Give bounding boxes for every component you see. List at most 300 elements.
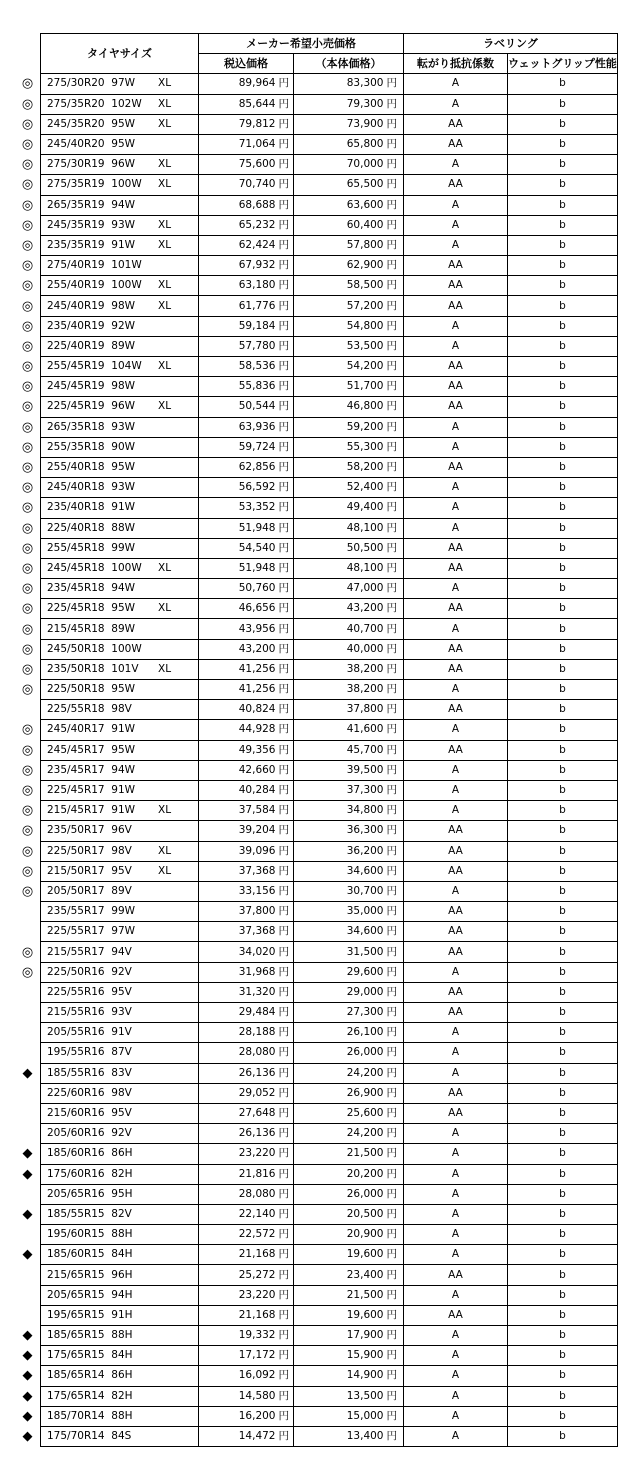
xl-flag: XL (158, 235, 199, 255)
price-tax-cell (199, 1285, 294, 1305)
xl-flag (158, 1265, 199, 1285)
table-row (15, 700, 617, 720)
price-tax-cell (199, 700, 294, 720)
header-price-tax: 税込価格 (199, 54, 294, 74)
tire-size-cell (41, 1063, 159, 1083)
rolling-resistance-grade: AA (404, 397, 508, 417)
price-base: 45,700 (346, 743, 384, 756)
marker-symbol: ◎ (21, 419, 34, 435)
xl-flag (158, 1184, 199, 1204)
rolling-resistance-grade: A (404, 478, 508, 498)
table-row (15, 296, 617, 316)
price-base-cell (294, 1326, 404, 1346)
table-row (15, 1386, 617, 1406)
rolling-resistance-grade: AA (404, 861, 508, 881)
yen-unit: 円 (386, 299, 397, 312)
tire-size: 225/55R16 (47, 985, 105, 998)
table-row (15, 801, 617, 821)
yen-unit: 円 (278, 1086, 289, 1099)
wet-grip-grade: b (508, 417, 618, 437)
wet-grip-grade: b (508, 579, 618, 599)
table-row (15, 1144, 617, 1164)
price-base-cell (294, 599, 404, 619)
marker-symbol: ◎ (21, 96, 34, 112)
price-base: 26,000 (346, 1187, 384, 1200)
price-base: 59,200 (346, 420, 384, 433)
price-tax: 51,948 (238, 561, 276, 574)
yen-unit: 円 (278, 985, 289, 998)
price-tax: 71,064 (238, 138, 276, 151)
rolling-resistance-grade: AA (404, 457, 508, 477)
tire-size-cell (41, 680, 159, 700)
xl-flag: XL (158, 175, 199, 195)
tire-size: 255/40R19 (47, 279, 105, 292)
load-speed-index: 94W (111, 198, 136, 211)
price-tax: 75,600 (238, 158, 276, 171)
wet-grip-grade: b (508, 397, 618, 417)
yen-unit: 円 (386, 1026, 397, 1039)
price-base: 49,400 (346, 501, 384, 514)
price-base-cell (294, 680, 404, 700)
tire-size-cell (41, 74, 159, 94)
marker-symbol: ◎ (21, 601, 34, 617)
rolling-resistance-grade: AA (404, 1305, 508, 1325)
price-base: 34,600 (346, 925, 384, 938)
wet-grip-grade: b (508, 1346, 618, 1366)
marker-symbol (15, 922, 41, 942)
rolling-resistance-grade: AA (404, 922, 508, 942)
yen-unit: 円 (278, 360, 289, 373)
marker-symbol: ◎ (21, 197, 34, 213)
price-tax-cell (199, 457, 294, 477)
price-tax: 21,816 (238, 1167, 276, 1180)
yen-unit: 円 (278, 319, 289, 332)
tire-size-cell (41, 1023, 159, 1043)
price-tax-cell (199, 417, 294, 437)
table-row (15, 1023, 617, 1043)
yen-unit: 円 (386, 602, 397, 615)
yen-unit: 円 (386, 1187, 397, 1200)
header-labeling: ラベリング (404, 34, 618, 54)
table-row (15, 1124, 617, 1144)
load-speed-index: 98V (111, 1086, 132, 1099)
rolling-resistance-grade: AA (404, 1003, 508, 1023)
tire-size: 205/65R16 (47, 1187, 105, 1200)
wet-grip-grade: b (508, 740, 618, 760)
rolling-resistance-grade: AA (404, 276, 508, 296)
wet-grip-grade: b (508, 720, 618, 740)
price-tax-cell (199, 1184, 294, 1204)
tire-size: 255/40R18 (47, 461, 105, 474)
price-base-cell (294, 94, 404, 114)
price-base-cell (294, 437, 404, 457)
yen-unit: 円 (386, 501, 397, 514)
price-tax: 65,232 (238, 218, 276, 231)
xl-flag (158, 1164, 199, 1184)
yen-unit: 円 (278, 117, 289, 130)
load-speed-index: 95W (111, 117, 136, 130)
wet-grip-grade: b (508, 134, 618, 154)
price-tax-cell (199, 336, 294, 356)
tire-size: 245/35R20 (47, 117, 105, 130)
marker-symbol: ◆ (22, 1247, 33, 1263)
table-row (15, 902, 617, 922)
yen-unit: 円 (386, 541, 397, 554)
tire-size: 235/40R18 (47, 501, 105, 514)
price-base-cell (294, 336, 404, 356)
tire-price-table (15, 33, 618, 1447)
price-tax: 33,156 (238, 884, 276, 897)
price-tax: 25,272 (238, 1268, 276, 1281)
tire-size: 225/50R17 (47, 844, 105, 857)
wet-grip-grade: b (508, 1043, 618, 1063)
wet-grip-grade: b (508, 195, 618, 215)
load-speed-index: 86H (111, 1147, 133, 1160)
wet-grip-grade: b (508, 74, 618, 94)
rolling-resistance-grade: AA (404, 821, 508, 841)
price-base-cell (294, 155, 404, 175)
wet-grip-grade: b (508, 498, 618, 518)
yen-unit: 円 (278, 138, 289, 151)
table-row (15, 659, 617, 679)
yen-unit: 円 (386, 1430, 397, 1443)
load-speed-index: 99W (111, 541, 136, 554)
load-speed-index: 91W (111, 784, 136, 797)
marker-symbol: ◆ (22, 1166, 33, 1182)
yen-unit: 円 (278, 1066, 289, 1079)
price-tax-cell (199, 498, 294, 518)
rolling-resistance-grade: A (404, 1043, 508, 1063)
price-tax: 28,188 (238, 1026, 276, 1039)
table-row (15, 377, 617, 397)
yen-unit: 円 (278, 77, 289, 90)
marker-symbol (15, 1103, 41, 1123)
yen-unit: 円 (386, 905, 397, 918)
price-base-cell (294, 881, 404, 901)
load-speed-index: 102W (111, 97, 142, 110)
rolling-resistance-grade: A (404, 1225, 508, 1245)
tire-size-cell (41, 881, 159, 901)
tire-size-cell (41, 1305, 159, 1325)
price-base-cell (294, 1204, 404, 1224)
tire-size-cell (41, 962, 159, 982)
xl-flag (158, 437, 199, 457)
tire-size-cell (41, 619, 159, 639)
yen-unit: 円 (278, 844, 289, 857)
yen-unit: 円 (278, 804, 289, 817)
wet-grip-grade: b (508, 801, 618, 821)
rolling-resistance-grade: AA (404, 942, 508, 962)
table-row (15, 619, 617, 639)
price-base-cell (294, 861, 404, 881)
load-speed-index: 97W (111, 925, 136, 938)
xl-flag (158, 134, 199, 154)
table-row (15, 922, 617, 942)
price-tax-cell (199, 538, 294, 558)
table-row (15, 861, 617, 881)
price-base: 13,500 (346, 1389, 384, 1402)
marker-symbol (15, 1003, 41, 1023)
price-tax: 57,780 (238, 339, 276, 352)
xl-flag: XL (158, 94, 199, 114)
yen-unit: 円 (278, 1248, 289, 1261)
tire-size-cell (41, 841, 159, 861)
yen-unit: 円 (386, 1046, 397, 1059)
xl-flag (158, 922, 199, 942)
yen-unit: 円 (278, 1207, 289, 1220)
yen-unit: 円 (278, 1308, 289, 1321)
load-speed-index: 86H (111, 1369, 133, 1382)
header-price-base: （本体価格） (294, 54, 404, 74)
yen-unit: 円 (386, 218, 397, 231)
rolling-resistance-grade: AA (404, 599, 508, 619)
price-tax-cell (199, 982, 294, 1002)
wet-grip-grade: b (508, 982, 618, 1002)
load-speed-index: 90W (111, 440, 136, 453)
rolling-resistance-grade: A (404, 1184, 508, 1204)
marker-symbol (15, 700, 41, 720)
load-speed-index: 100W (111, 642, 142, 655)
price-tax-cell (199, 276, 294, 296)
yen-unit: 円 (386, 1066, 397, 1079)
price-base-cell (294, 821, 404, 841)
rolling-resistance-grade: AA (404, 1265, 508, 1285)
yen-unit: 円 (278, 1228, 289, 1241)
tire-size-cell (41, 700, 159, 720)
tire-size-cell (41, 760, 159, 780)
rolling-resistance-grade: A (404, 680, 508, 700)
load-speed-index: 91V (111, 1026, 132, 1039)
price-tax: 43,956 (238, 622, 276, 635)
rolling-resistance-grade: A (404, 74, 508, 94)
tire-size-cell (41, 1124, 159, 1144)
wet-grip-grade: b (508, 478, 618, 498)
wet-grip-grade: b (508, 1225, 618, 1245)
yen-unit: 円 (386, 763, 397, 776)
wet-grip-grade: b (508, 175, 618, 195)
rolling-resistance-grade: A (404, 1406, 508, 1426)
table-row (15, 397, 617, 417)
price-tax: 46,656 (238, 602, 276, 615)
price-tax: 31,320 (238, 985, 276, 998)
wet-grip-grade: b (508, 1386, 618, 1406)
price-tax: 37,584 (238, 804, 276, 817)
tire-size: 205/65R15 (47, 1288, 105, 1301)
wet-grip-grade: b (508, 1245, 618, 1265)
yen-unit: 円 (278, 400, 289, 413)
price-base-cell (294, 740, 404, 760)
yen-unit: 円 (278, 1268, 289, 1281)
price-tax-cell (199, 881, 294, 901)
price-tax: 29,052 (238, 1086, 276, 1099)
table-row (15, 417, 617, 437)
load-speed-index: 100W (111, 178, 142, 191)
tire-size-cell (41, 1386, 159, 1406)
tire-size-cell (41, 397, 159, 417)
tire-size: 225/40R18 (47, 521, 105, 534)
marker-symbol: ◎ (21, 318, 34, 334)
tire-size-cell (41, 558, 159, 578)
table-row (15, 599, 617, 619)
wet-grip-grade: b (508, 155, 618, 175)
marker-symbol: ◎ (21, 157, 34, 173)
table-row (15, 1043, 617, 1063)
price-tax: 37,800 (238, 905, 276, 918)
tire-size: 195/60R15 (47, 1228, 105, 1241)
rolling-resistance-grade: A (404, 1346, 508, 1366)
yen-unit: 円 (386, 1308, 397, 1321)
marker-symbol: ◎ (21, 641, 34, 657)
xl-flag (158, 538, 199, 558)
price-base: 37,800 (346, 703, 384, 716)
price-tax: 53,352 (238, 501, 276, 514)
price-base-cell (294, 1225, 404, 1245)
price-base: 24,200 (346, 1066, 384, 1079)
price-tax-cell (199, 114, 294, 134)
yen-unit: 円 (278, 905, 289, 918)
marker-symbol: ◎ (21, 359, 34, 375)
tire-size: 215/55R17 (47, 945, 105, 958)
price-tax-cell (199, 599, 294, 619)
tire-size-cell (41, 942, 159, 962)
price-tax: 56,592 (238, 481, 276, 494)
load-speed-index: 91H (111, 1308, 133, 1321)
table-row (15, 478, 617, 498)
price-base: 54,200 (346, 360, 384, 373)
yen-unit: 円 (386, 884, 397, 897)
tire-size-cell (41, 195, 159, 215)
yen-unit: 円 (278, 1147, 289, 1160)
load-speed-index: 88H (111, 1329, 133, 1342)
tire-size-cell (41, 1103, 159, 1123)
wet-grip-grade: b (508, 639, 618, 659)
tire-size-cell (41, 902, 159, 922)
price-base-cell (294, 1003, 404, 1023)
xl-flag (158, 316, 199, 336)
tire-size-cell (41, 1426, 159, 1446)
price-tax-cell (199, 720, 294, 740)
wet-grip-grade: b (508, 296, 618, 316)
xl-flag (158, 518, 199, 538)
marker-symbol: ◎ (21, 278, 34, 294)
price-base-cell (294, 902, 404, 922)
tire-size: 245/40R19 (47, 299, 105, 312)
yen-unit: 円 (278, 1288, 289, 1301)
xl-flag: XL (158, 296, 199, 316)
tire-size: 265/35R19 (47, 198, 105, 211)
yen-unit: 円 (278, 299, 289, 312)
price-tax-cell (199, 1103, 294, 1123)
price-tax-cell (199, 74, 294, 94)
price-base-cell (294, 1386, 404, 1406)
yen-unit: 円 (386, 117, 397, 130)
table-row (15, 639, 617, 659)
xl-flag (158, 821, 199, 841)
load-speed-index: 82H (111, 1167, 133, 1180)
header-size: タイヤサイズ (41, 34, 199, 74)
price-base-cell (294, 801, 404, 821)
xl-flag (158, 1083, 199, 1103)
price-tax-cell (199, 296, 294, 316)
yen-unit: 円 (386, 561, 397, 574)
tire-size-cell (41, 478, 159, 498)
marker-symbol: ◎ (21, 762, 34, 778)
tire-size-cell (41, 114, 159, 134)
rolling-resistance-grade: AA (404, 175, 508, 195)
price-tax-cell (199, 397, 294, 417)
xl-flag (158, 1144, 199, 1164)
xl-flag (158, 579, 199, 599)
price-base: 35,000 (346, 905, 384, 918)
yen-unit: 円 (278, 420, 289, 433)
table-row (15, 558, 617, 578)
tire-size: 235/45R17 (47, 763, 105, 776)
price-tax: 39,204 (238, 824, 276, 837)
wet-grip-grade: b (508, 700, 618, 720)
xl-flag: XL (158, 114, 199, 134)
marker-symbol: ◆ (22, 1348, 33, 1364)
table-row (15, 821, 617, 841)
xl-flag (158, 1426, 199, 1446)
yen-unit: 円 (386, 622, 397, 635)
rolling-resistance-grade: A (404, 1164, 508, 1184)
table-row (15, 235, 617, 255)
xl-flag (158, 962, 199, 982)
price-base-cell (294, 316, 404, 336)
load-speed-index: 87V (111, 1046, 132, 1059)
price-base-cell (294, 760, 404, 780)
rolling-resistance-grade: AA (404, 1103, 508, 1123)
price-base-cell (294, 1346, 404, 1366)
table-row (15, 155, 617, 175)
load-speed-index: 96V (111, 824, 132, 837)
rolling-resistance-grade: A (404, 1124, 508, 1144)
yen-unit: 円 (386, 360, 397, 373)
header-row-1 (15, 34, 617, 54)
xl-flag (158, 457, 199, 477)
tire-size-cell (41, 659, 159, 679)
yen-unit: 円 (386, 804, 397, 817)
price-tax-cell (199, 1023, 294, 1043)
rolling-resistance-grade: A (404, 760, 508, 780)
marker-symbol: ◎ (21, 560, 34, 576)
table-row (15, 1003, 617, 1023)
yen-unit: 円 (278, 1127, 289, 1140)
tire-size-cell (41, 982, 159, 1002)
rolling-resistance-grade: A (404, 498, 508, 518)
tire-size: 215/65R15 (47, 1268, 105, 1281)
rolling-resistance-grade: A (404, 417, 508, 437)
tire-size: 225/40R19 (47, 339, 105, 352)
price-tax: 19,332 (238, 1329, 276, 1342)
marker-symbol: ◎ (21, 480, 34, 496)
wet-grip-grade: b (508, 1326, 618, 1346)
wet-grip-grade: b (508, 558, 618, 578)
tire-size: 215/55R16 (47, 1006, 105, 1019)
tire-size-cell (41, 134, 159, 154)
yen-unit: 円 (386, 642, 397, 655)
table-row (15, 1225, 617, 1245)
rolling-resistance-grade: A (404, 437, 508, 457)
price-tax-cell (199, 1265, 294, 1285)
xl-flag (158, 942, 199, 962)
yen-unit: 円 (278, 1409, 289, 1422)
yen-unit: 円 (386, 844, 397, 857)
marker-symbol: ◆ (22, 1388, 33, 1404)
price-base: 20,500 (346, 1207, 384, 1220)
price-tax: 17,172 (238, 1349, 276, 1362)
tire-size: 185/65R15 (47, 1329, 105, 1342)
